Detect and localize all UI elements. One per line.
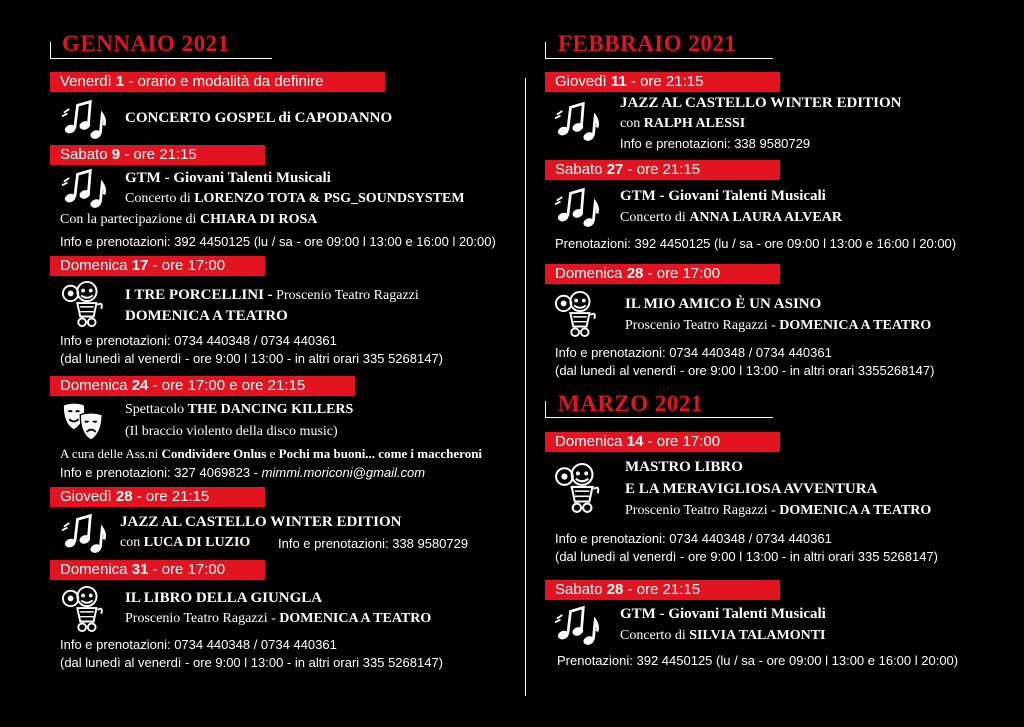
month-bracket bbox=[50, 42, 51, 58]
event-title: GTM - Giovani Talenti Musicali bbox=[125, 170, 331, 186]
event-date-bar: Domenica 28 - ore 17:00 bbox=[545, 264, 780, 284]
event-date-bar: Venerdì 1 - orario e modalità da definire bbox=[50, 72, 385, 92]
event-info: Info e prenotazioni: 327 4069823 - mimmi.moriconi@gmail.com bbox=[60, 465, 426, 480]
event-info-hours: (dal lunedì al venerdì - ore 9:00 l 13:00 - in altri orari 335 5268147) bbox=[60, 655, 444, 670]
month-heading-january: GENNAIO 2021 bbox=[62, 31, 230, 56]
event-subtitle: Concerto di ANNA LAURA ALVEAR bbox=[620, 210, 842, 225]
music-notes-icon bbox=[60, 167, 106, 209]
month-heading-march: MARZO 2021 bbox=[558, 391, 703, 416]
event-title: IL MIO AMICO È UN ASINO bbox=[625, 296, 822, 312]
event-subtitle: Concerto di SILVIA TALAMONTI bbox=[620, 628, 826, 643]
music-notes-icon bbox=[553, 100, 599, 142]
event-date-bar: Sabato 27 - ore 21:15 bbox=[545, 160, 780, 180]
music-notes-icon bbox=[60, 512, 106, 554]
column-divider bbox=[525, 78, 526, 696]
event-info: Info e prenotazioni: 338 9580729 bbox=[620, 136, 811, 151]
event-subtitle: (Il braccio violento della disco music) bbox=[125, 424, 338, 439]
event-date-bar: Domenica 17 - ore 17:00 bbox=[50, 256, 265, 276]
event-title: MASTRO LIBRO bbox=[625, 459, 743, 475]
month-bracket bbox=[545, 42, 546, 58]
event-subtitle: Proscenio Teatro Ragazzi - DOMENICA A TEATRO bbox=[625, 503, 932, 518]
clown-icon bbox=[553, 290, 603, 338]
month-underline bbox=[50, 58, 272, 59]
event-info-hours: (dal lunedì al venerdì - ore 9:00 l 13:00 - in altri orari 335 5268147) bbox=[555, 549, 939, 564]
clown-icon bbox=[553, 462, 607, 514]
clown-icon bbox=[60, 585, 110, 633]
event-info: Info e prenotazioni: 392 4450125 (lu / sa - ore 09:00 l 13:00 e 16:00 l 20:00) bbox=[60, 234, 496, 249]
event-subtitle: Proscenio Teatro Ragazzi - DOMENICA A TEATRO bbox=[125, 611, 432, 626]
event-info: Prenotazioni: 392 4450125 (lu / sa - ore 09:00 l 13:00 e 16:00 l 20:00) bbox=[555, 236, 957, 251]
event-guest: Con la partecipazione di CHIARA DI ROSA bbox=[60, 212, 318, 227]
event-title: IL LIBRO DELLA GIUNGLA bbox=[125, 590, 323, 606]
event-subtitle: con RALPH ALESSI bbox=[620, 116, 746, 131]
event-title: Spettacolo THE DANCING KILLERS bbox=[125, 402, 354, 417]
event-title: GTM - Giovani Talenti Musicali bbox=[620, 606, 826, 622]
event-date-bar: Domenica 14 - ore 17:00 bbox=[545, 432, 780, 452]
event-date-bar: Giovedì 11 - ore 21:15 bbox=[545, 72, 780, 92]
event-info-hours: (dal lunedì al venerdì - ore 9:00 l 13:00 - in altri orari 3355268147) bbox=[555, 363, 935, 378]
music-notes-icon bbox=[553, 186, 599, 228]
event-title: JAZZ AL CASTELLO WINTER EDITION bbox=[120, 514, 402, 530]
event-title: CONCERTO GOSPEL di CAPODANNO bbox=[125, 110, 393, 126]
event-credit: A cura delle Ass.ni Condividere Onlus e Pochi ma buoni... come i maccheroni bbox=[60, 446, 483, 461]
music-notes-icon bbox=[553, 604, 599, 646]
event-info: Info e prenotazioni: 338 9580729 bbox=[278, 536, 469, 551]
music-notes-icon bbox=[60, 98, 106, 140]
event-date-bar: Giovedì 28 - ore 21:15 bbox=[50, 487, 265, 507]
event-title: GTM - Giovani Talenti Musicali bbox=[620, 188, 826, 204]
event-info-hours: (dal lunedì al venerdì - ore 9:00 l 13:00 - in altri orari 335 5268147) bbox=[60, 351, 444, 366]
clown-icon bbox=[60, 280, 110, 328]
month-bracket bbox=[545, 401, 546, 417]
event-subtitle: DOMENICA A TEATRO bbox=[125, 308, 288, 324]
event-info: Info e prenotazioni: 0734 440348 / 0734 440361 bbox=[555, 531, 832, 546]
event-title: JAZZ AL CASTELLO WINTER EDITION bbox=[620, 95, 902, 111]
event-info: Info e prenotazioni: 0734 440348 / 0734 440361 bbox=[60, 637, 337, 652]
event-date-bar: Sabato 9 - ore 21:15 bbox=[50, 145, 265, 165]
event-subtitle: con LUCA DI LUZIO bbox=[120, 535, 251, 550]
event-info: Info e prenotazioni: 0734 440348 / 0734 440361 bbox=[60, 333, 337, 348]
event-date-bar: Sabato 28 - ore 21:15 bbox=[545, 580, 780, 600]
theater-masks-icon bbox=[60, 400, 106, 442]
event-date-bar: Domenica 31 - ore 17:00 bbox=[50, 560, 265, 580]
month-heading-february: FEBBRAIO 2021 bbox=[558, 31, 737, 56]
event-info: Info e prenotazioni: 0734 440348 / 0734 440361 bbox=[555, 345, 832, 360]
month-underline bbox=[545, 417, 773, 418]
event-title-line2: E LA MERAVIGLIOSA AVVENTURA bbox=[625, 481, 878, 497]
event-title: I TRE PORCELLINI - Proscenio Teatro Ragazzi bbox=[125, 287, 419, 303]
event-date-bar: Domenica 24 - ore 17:00 e ore 21:15 bbox=[50, 376, 355, 396]
event-subtitle: Proscenio Teatro Ragazzi - DOMENICA A TEATRO bbox=[625, 318, 932, 333]
month-underline bbox=[545, 58, 773, 59]
event-info: Prenotazioni: 392 4450125 (lu / sa - ore 09:00 l 13:00 e 16:00 l 20:00) bbox=[557, 653, 959, 668]
event-subtitle: Concerto di LORENZO TOTA & PSG_SOUNDSYSTEM bbox=[125, 191, 465, 206]
